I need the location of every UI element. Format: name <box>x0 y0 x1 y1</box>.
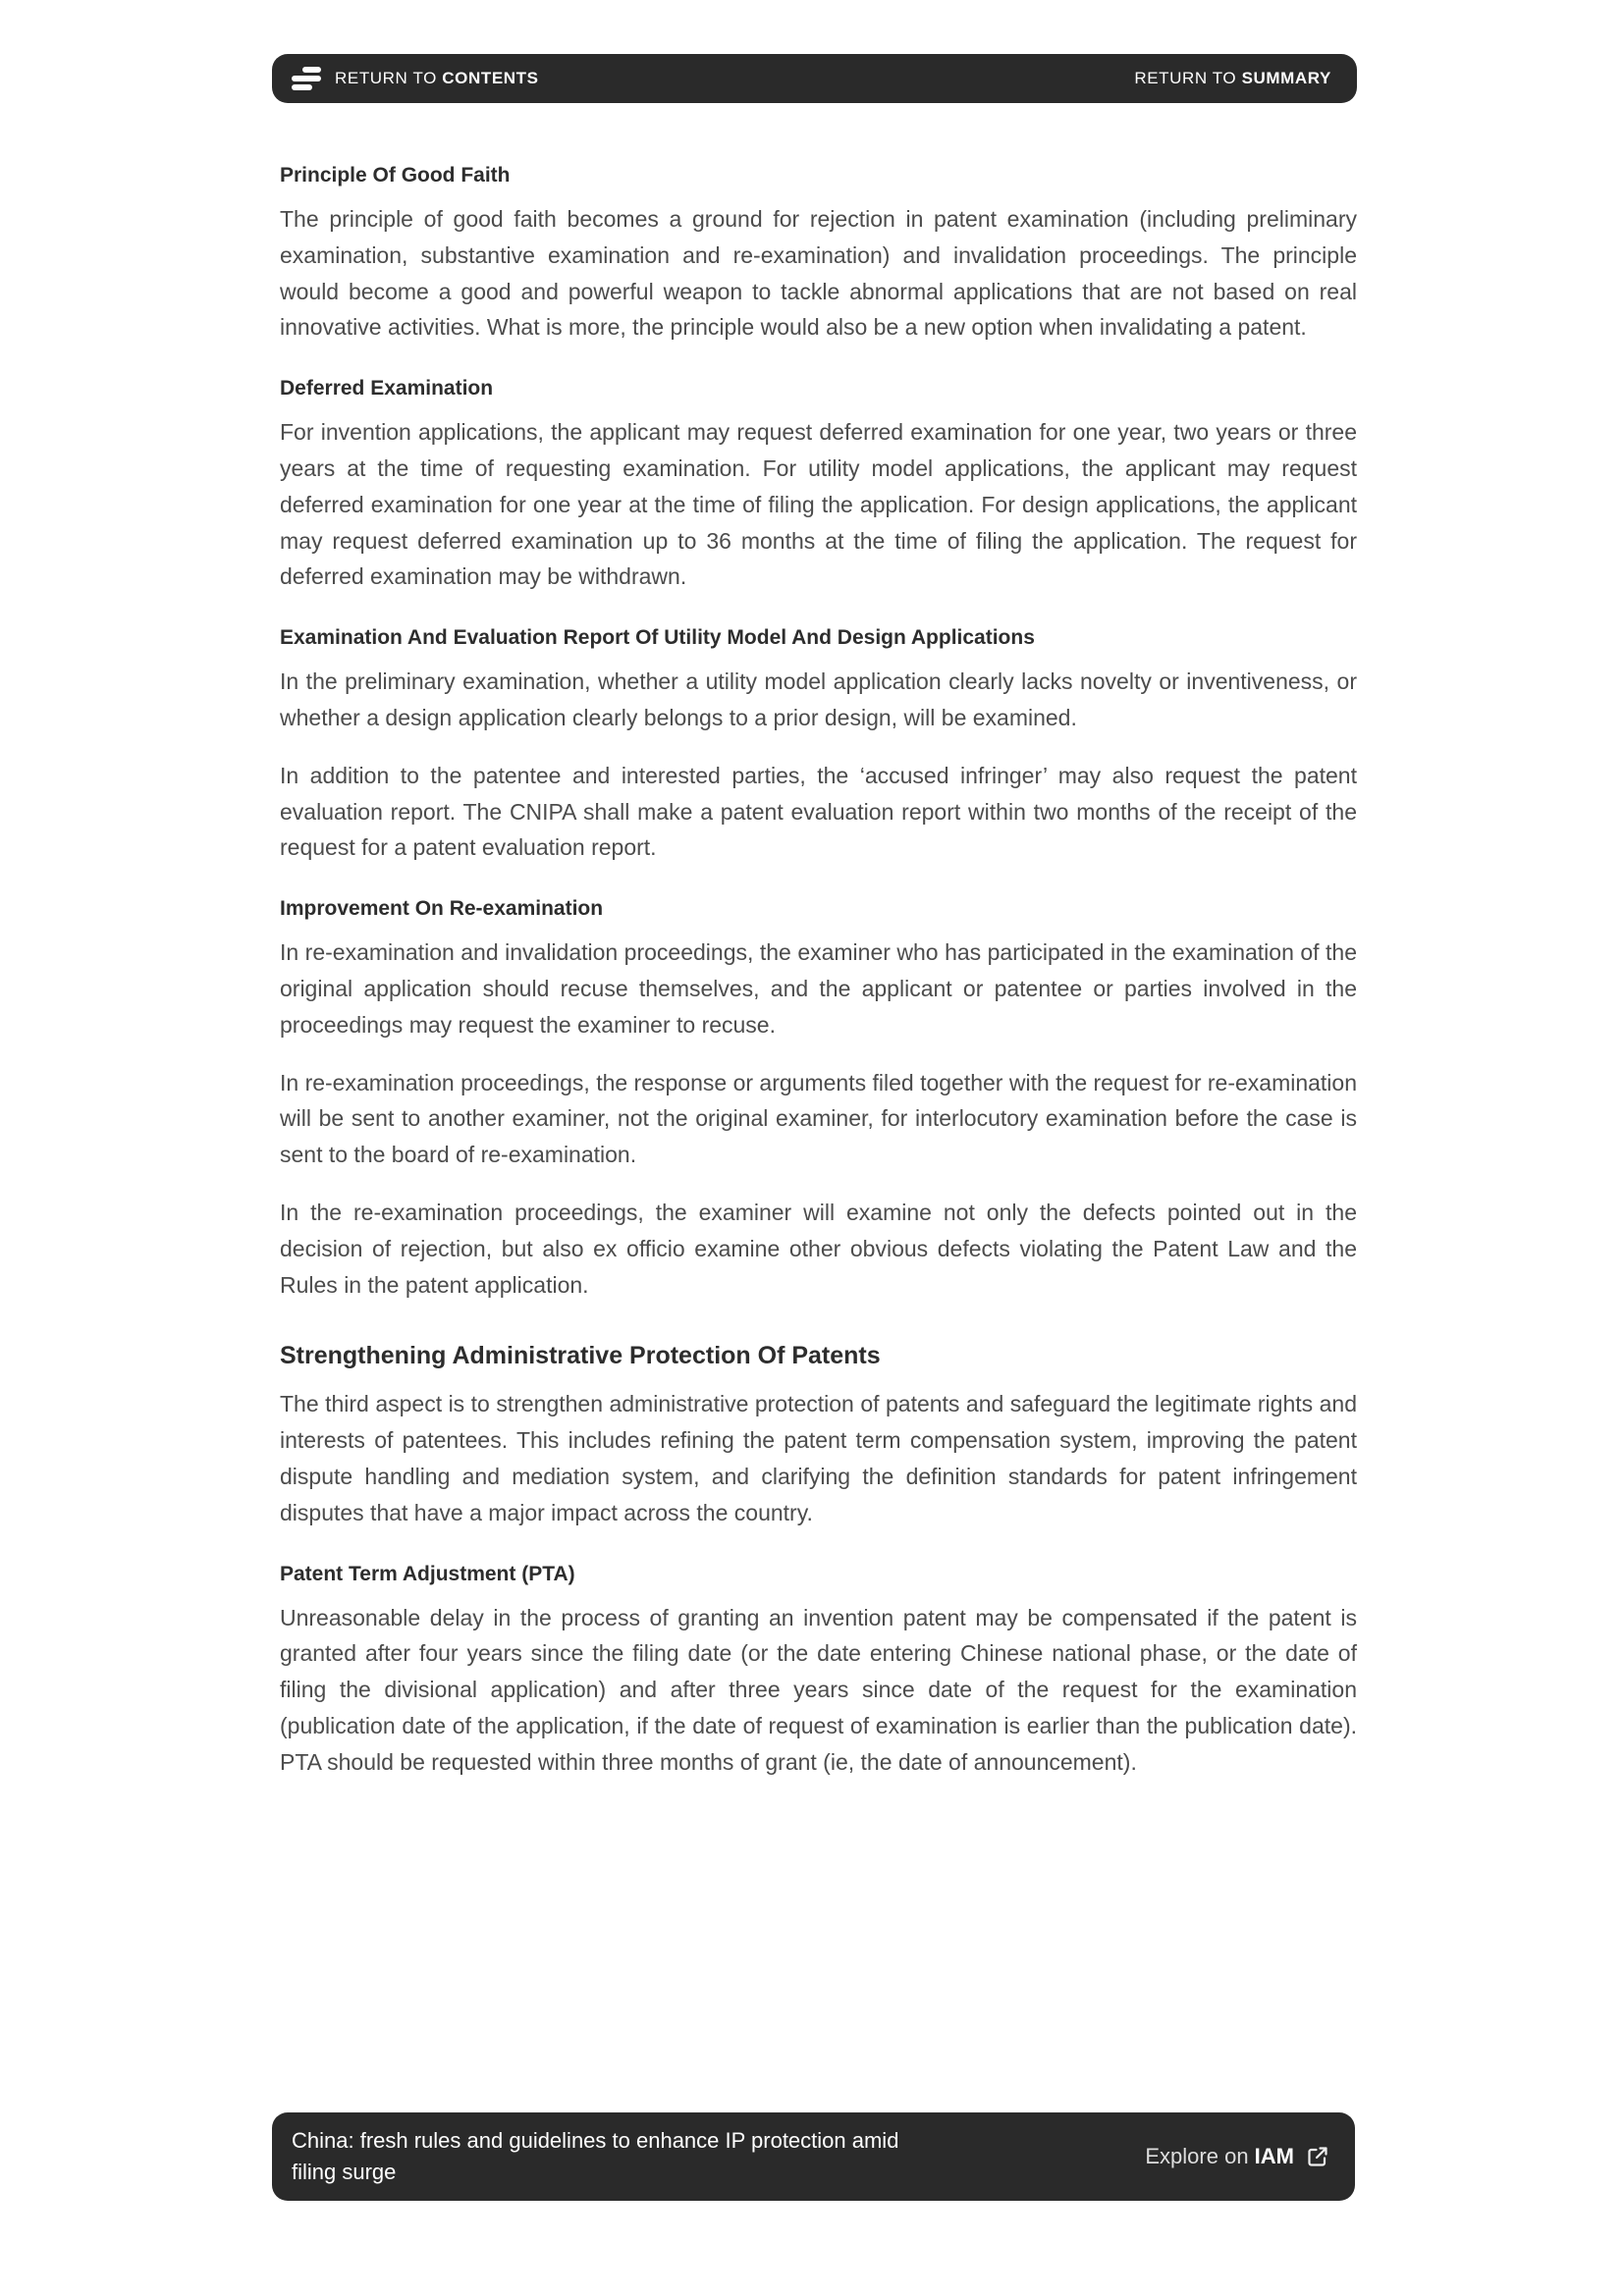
external-link-icon <box>1306 2145 1329 2168</box>
heading-examination-evaluation-report: Examination And Evaluation Report Of Utility Model And Design Applications <box>280 626 1035 650</box>
paragraph-exam-report-1: In the preliminary examination, whether a utility model application clearly lacks novelty or inventiveness, or whether a design application clearly belongs to a prior design, will be examined. <box>280 668 1357 730</box>
return-to-contents-label: RETURN TO CONTENTS <box>335 69 539 87</box>
return-to-summary-label: RETURN TO SUMMARY <box>1134 69 1331 87</box>
paragraph-good-faith: The principle of good faith becomes a ground for rejection in patent examination (including preliminary examination, substantive examination and re-examination) and invalidation proceedings. The principle would become a good and powerful weapon to tackle abnormal applications that are not based on real innovative activities. What is more, the principle would also be a new option when invalidating a patent. <box>280 206 1357 341</box>
heading-improvement-re-examination: Improvement On Re-examination <box>280 897 604 921</box>
article-title: China: fresh rules and guidelines to enhance IP protection amid filing surge <box>292 2128 899 2184</box>
paragraph-improvement-3: In the re-examination proceedings, the examiner will examine not only the defects pointed out in the decision of rejection, but also ex officio examine other obvious defects violating the Patent Law and the Rules in the patent application. <box>280 1199 1357 1298</box>
explore-on-iam-label: Explore on IAM <box>1145 2144 1294 2168</box>
top-nav-bar <box>272 54 1357 103</box>
paragraph-pta: Unreasonable delay in the process of granting an invention patent may be compensated if the patent is granted after four years since the filing date (or the date entering Chinese national phase, or the date of filing the divisional application) and after three years since date of the request for the examination (publication date of the application, if the date of request of examination is earlier than the publication date). PTA should be requested within three months of grant (ie, the date of announcement). <box>280 1604 1357 1775</box>
heading-principle-of-good-faith: Principle Of Good Faith <box>280 164 511 187</box>
heading-strengthening-administrative-protection: Strengthening Administrative Protection Of Patents <box>280 1342 881 1370</box>
paragraph-deferred-examination: For invention applications, the applicant may request deferred examination for one year, two years or three years at the time of requesting examination. For utility model applications, the applicant may request deferred examination for one year at the time of filing the application. For design applications, the applicant may request deferred examination up to 36 months at the time of filing the application. The request for deferred examination may be withdrawn. <box>280 419 1357 590</box>
paragraph-improvement-2: In re-examination proceedings, the response or arguments filed together with the request for re-examination will be sent to another examiner, not the original examiner, for interlocutory examination before the case is sent to the board of re-examination. <box>280 1069 1357 1168</box>
paragraph-exam-report-2: In addition to the patentee and interested parties, the ‘accused infringer’ may also request the patent evaluation report. The CNIPA shall make a patent evaluation report within two months of the receipt of the request for a patent evaluation report. <box>280 762 1357 861</box>
explore-on-iam-link[interactable] <box>1145 2144 1329 2169</box>
bottom-bar <box>272 2112 1355 2201</box>
paragraph-improvement-1: In re-examination and invalidation proceedings, the examiner who has participated in the examination of the original application should recuse themselves, and the applicant or patentee or parties involved in the proceedings may request the examiner to recuse. <box>280 939 1357 1038</box>
return-to-summary-link[interactable] <box>1134 69 1331 88</box>
return-to-contents-link[interactable] <box>292 67 539 90</box>
contents-list-icon <box>292 67 321 90</box>
article-content <box>0 103 1624 1802</box>
paragraph-strengthening: The third aspect is to strengthen administrative protection of patents and safeguard the legitimate rights and interests of patentees. This includes refining the patent term compensation system, improving the patent dispute handling and mediation system, and clarifying the definition standards for patent infringement disputes that have a major impact across the country. <box>280 1391 1357 1525</box>
heading-deferred-examination: Deferred Examination <box>280 377 494 400</box>
heading-patent-term-adjustment: Patent Term Adjustment (PTA) <box>280 1562 575 1585</box>
